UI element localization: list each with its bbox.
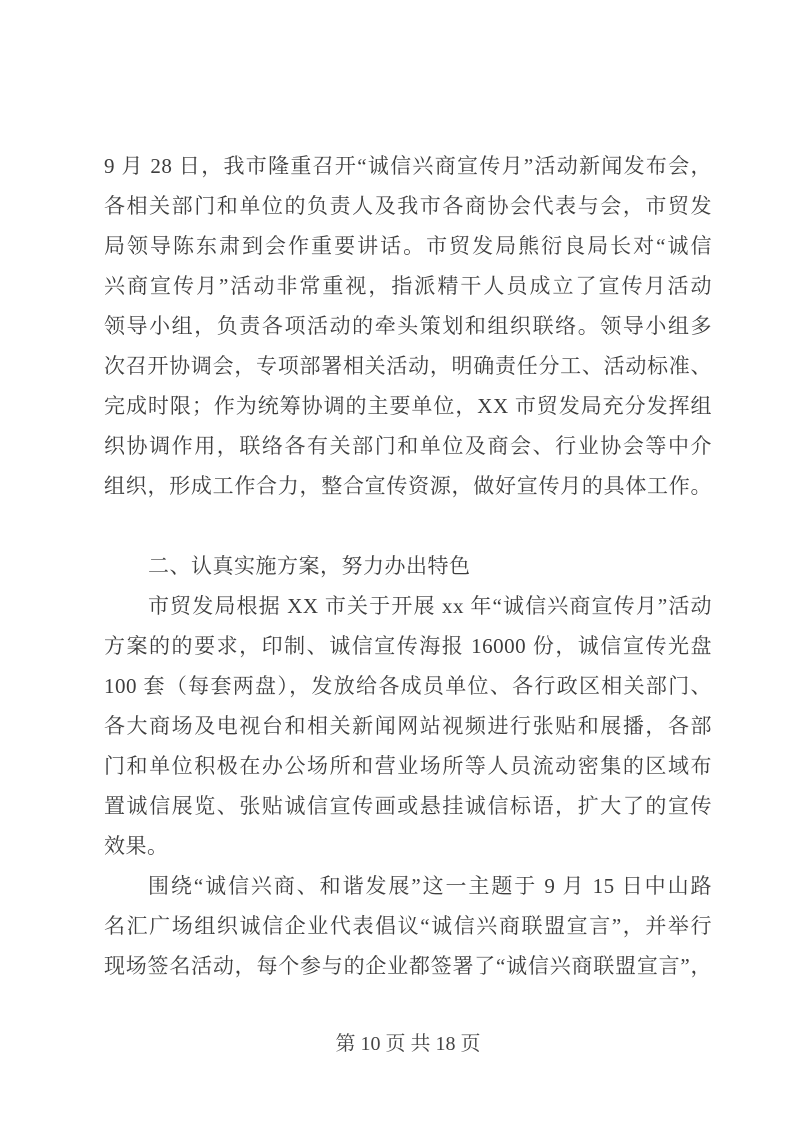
text-line: 方案的的要求，印制、诚信宣传海报 16000 份，诚信宣传光盘	[104, 634, 712, 658]
document-body	[104, 146, 712, 986]
text-line: 领导小组，负责各项活动的牵头策划和组织联络。领导小组多	[104, 314, 712, 338]
text-line: 织协调作用，联络各有关部门和单位及商会、行业协会等中介	[104, 434, 712, 458]
text-line: 局领导陈东肃到会作重要讲话。市贸发局熊衍良局长对“诚信	[104, 234, 712, 258]
text-line: 市贸发局根据 XX 市关于开展 xx 年“诚信兴商宣传月”活动	[148, 594, 712, 618]
text-line: 门和单位积极在办公场所和营业场所等人员流动密集的区域布	[104, 754, 712, 778]
text-line: 完成时限；作为统筹协调的主要单位，XX 市贸发局充分发挥组	[104, 394, 712, 418]
text-line: 各相关部门和单位的负责人及我市各商协会代表与会，市贸发	[104, 194, 712, 218]
text-line: 次召开协调会，专项部署相关活动，明确责任分工、活动标准、	[104, 354, 712, 378]
text-line: 组织，形成工作合力，整合宣传资源，做好宣传月的具体工作。	[104, 474, 712, 498]
text-line: 置诚信展览、张贴诚信宣传画或悬挂诚信标语，扩大了的宣传	[104, 794, 712, 818]
page-footer	[104, 1031, 712, 1057]
text-line: 名汇广场组织诚信企业代表倡议“诚信兴商联盟宣言”，并举行	[104, 914, 712, 938]
text-line: 现场签名活动，每个参与的企业都签署了“诚信兴商联盟宣言”，	[104, 954, 712, 978]
text-line: 9 月 28 日，我市隆重召开“诚信兴商宣传月”活动新闻发布会，	[104, 154, 712, 178]
page-number-text: 第 10 页 共 18 页	[335, 1033, 481, 1055]
text-line: 兴商宣传月”活动非常重视，指派精干人员成立了宣传月活动	[104, 274, 712, 298]
text-line: 100 套（每套两盘），发放给各成员单位、各行政区相关部门、	[104, 674, 712, 698]
text-line: 效果。	[104, 834, 169, 858]
text-line: 各大商场及电视台和相关新闻网站视频进行张贴和展播，各部	[104, 714, 712, 738]
blank-line	[104, 506, 712, 546]
text-line: 围绕“诚信兴商、和谐发展”这一主题于 9 月 15 日中山路	[148, 874, 712, 898]
section-heading: 二、认真实施方案，努力办出特色	[148, 554, 471, 578]
